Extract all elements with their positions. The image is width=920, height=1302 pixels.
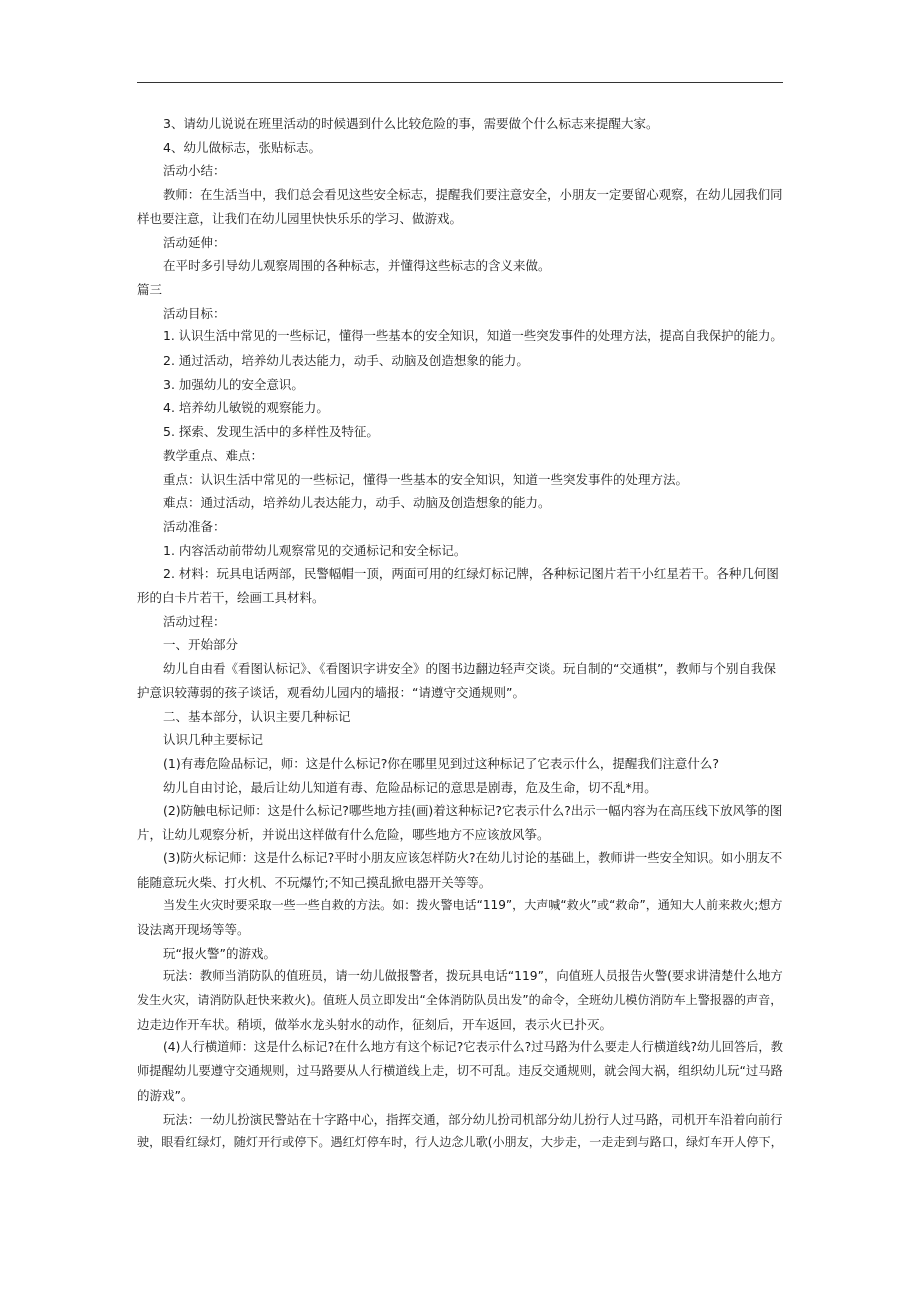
text-line: 认识几种主要标记: [163, 732, 264, 748]
text-line: 3、请幼儿说说在班里活动的时候遇到什么比较危险的事，需要做个什么标志来提醒大家。: [163, 116, 659, 131]
text-line: (2)防触电标记师：这是什么标记?哪些地方挂(画)着这种标记?它表示什么?出示一幅内容为在高压线下放风筝的图: [163, 803, 783, 819]
text-line: 4、幼儿做标志，张贴标志。: [163, 139, 321, 155]
text-line: 玩法：一幼儿扮演民警站在十字路中心，指挥交通，部分幼儿扮司机部分幼儿扮行人过马路，司机开车沿着向前行: [163, 1111, 783, 1127]
text-line: 幼儿自由讨论，最后让幼儿知道有毒、危险品标记的意思是剧毒，危及生命，切不乱*用。: [163, 779, 657, 795]
text-line: 活动目标：: [163, 305, 226, 321]
text-line: 玩“报火警”的游戏。: [163, 945, 276, 961]
text-line: 设法离开现场等等。: [137, 921, 250, 937]
text-line: 2. 通过活动，培养幼儿表达能力，动手、动脑及创造想象的能力。: [163, 353, 529, 369]
text-line: 活动过程：: [163, 613, 226, 629]
text-line: 驶，眼看红绿灯，随灯开行或停下。遇红灯停车时，行人边念儿歌(小朋友，大步走，一走走到与路口，绿灯车开人停下，: [137, 1135, 783, 1150]
text-line: 幼儿自由看《看图认标记》、《看图识字讲安全》的图书边翻边轻声交谈。玩自制的“交通棋”，教师与个别自我保: [163, 661, 776, 677]
text-line: 护意识较薄弱的孩子谈话，观看幼儿园内的墙报：“请遵守交通规则”。: [137, 684, 525, 700]
text-line: 4. 培养幼儿敏锐的观察能力。: [163, 400, 329, 416]
text-line: 1. 认识生活中常见的一些标记，懂得一些基本的安全知识，知道一些突发事件的处理方法，提高自我保护的能力。: [163, 329, 783, 344]
text-line: 能随意玩火柴、打火机、不玩爆竹;不知己摸乱掀电器开关等等。: [137, 874, 492, 890]
document-body: [137, 112, 783, 1155]
text-line: 活动准备：: [163, 518, 226, 534]
text-line: 篇三: [137, 281, 163, 297]
text-line: 当发生火灾时要采取一些一些自救的方法。如：拨火警电话“119”，大声喊“救火”或“救命”，通知大人前来救火;想方: [163, 898, 783, 913]
text-line: 教学重点、难点：: [163, 447, 264, 463]
text-line: (4)人行横道师：这是什么标记?在什么地方有这个标记?它表示什么?过马路为什么要走人行横道线?幼儿回答后，教: [163, 1040, 783, 1055]
text-line: 活动小结：: [163, 163, 226, 179]
text-line: 在平时多引导幼儿观察周围的各种标志，并懂得这些标志的含义来做。: [163, 258, 551, 274]
text-line: 形的白卡片若干，绘画工具材料。: [137, 590, 325, 606]
text-line: 一、开始部分: [163, 637, 239, 653]
text-line: 难点：通过活动，培养幼儿表达能力，动手、动脑及创造想象的能力。: [163, 495, 551, 511]
text-line: 师提醒幼儿要遵守交通规则，过马路要从人行横道线上走，切不可乱。违反交通规则，就会闯大祸，组织幼儿玩“过马路: [137, 1064, 783, 1079]
text-line: 样也要注意，让我们在幼儿园里快快乐乐的学习、做游戏。: [137, 210, 463, 226]
text-line: 发生火灾，请消防队赶快来救火)。值班人员立即发出“全体消防队员出发”的命令，全班幼儿模仿消防车上警报器的声音，: [137, 993, 783, 1008]
text-line: 活动延伸：: [163, 234, 226, 250]
text-line: 的游戏”。: [137, 1087, 194, 1103]
text-line: 二、基本部分，认识主要几种标记: [163, 708, 351, 724]
text-line: 片，让幼儿观察分析，并说出这样做有什么危险，哪些地方不应该放风筝。: [137, 827, 550, 843]
text-line: 重点：认识生活中常见的一些标记，懂得一些基本的安全知识，知道一些突发事件的处理方法。: [163, 471, 689, 487]
text-line: 边走边作开车状。稍顷，做举水龙头射水的动作，征刻后，开车返回，表示火已扑灭。: [137, 1016, 613, 1032]
text-line: (1)有毒危险品标记，师：这是什么标记?你在哪里见到过这种标记了它表示什么，提醒我们注意什么?: [163, 755, 719, 771]
text-line: 教师：在生活当中，我们总会看见这些安全标志，提醒我们要注意安全，小朋友一定要留心观察，在幼儿园我们同: [163, 187, 783, 203]
text-line: 2. 材料：玩具电话两部，民警幅帽一顶，两面可用的红绿灯标记牌，各种标记图片若干小红星若干。各种几何图: [163, 566, 779, 582]
text-line: 1. 内容活动前带幼儿观察常见的交通标记和安全标记。: [163, 542, 467, 558]
text-line: 5. 探索、发现生活中的多样性及特征。: [163, 424, 379, 440]
text-line: 3. 加强幼儿的安全意识。: [163, 376, 304, 392]
header-rule: [137, 82, 783, 83]
text-line: 玩法：教师当消防队的值班员，请一幼儿做报警者，拨玩具电话“119”，向值班人员报告火警(要求讲清楚什么地方: [163, 969, 783, 984]
text-line: (3)防火标记师：这是什么标记?平时小朋友应该怎样防火?在幼儿讨论的基础上，教师讲一些安全知识。如小朋友不: [163, 850, 783, 865]
